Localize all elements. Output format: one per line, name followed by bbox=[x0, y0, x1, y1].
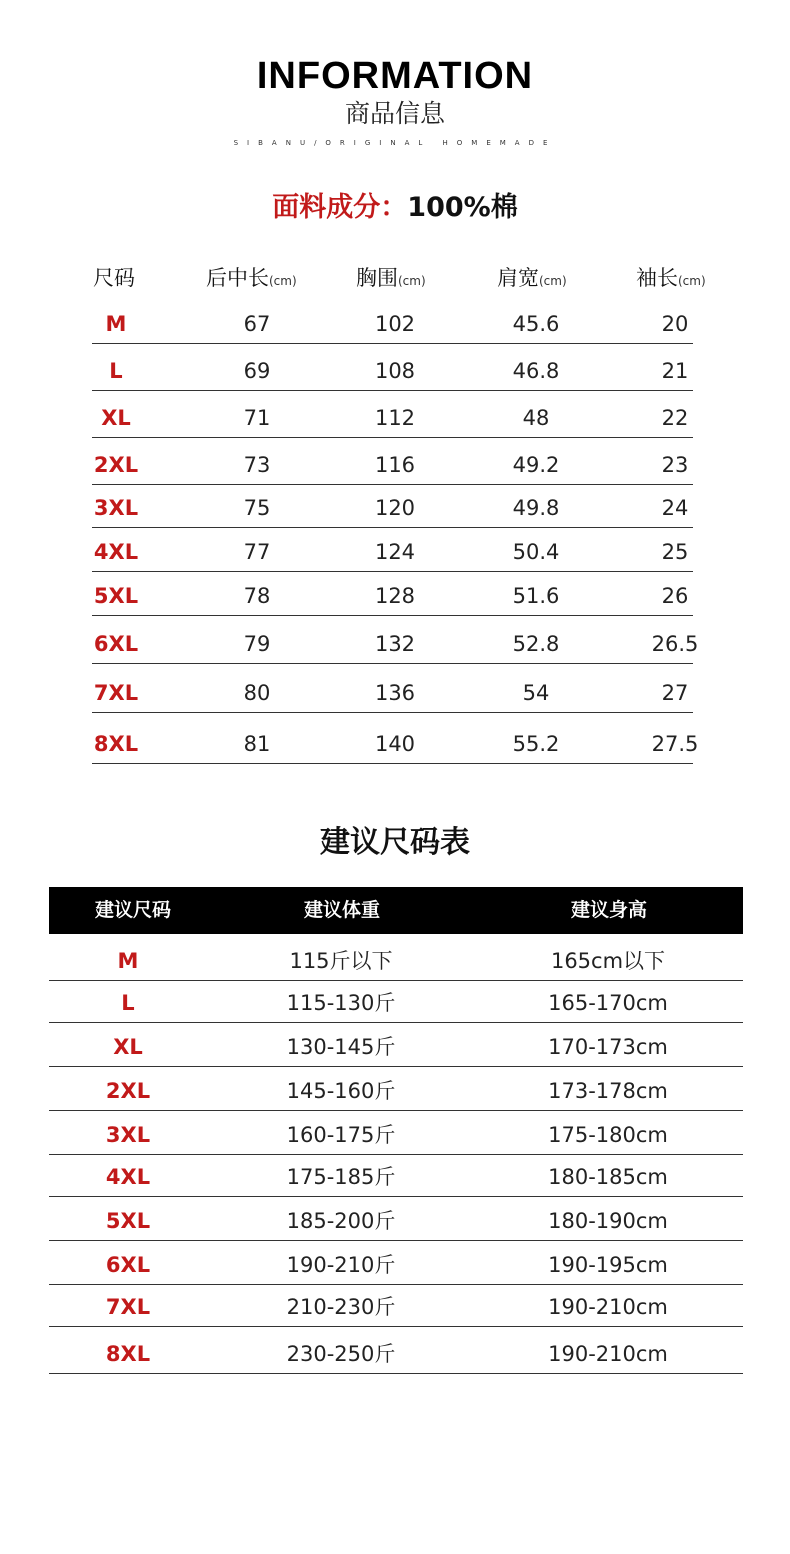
weight-cell: 185-200斤 bbox=[286, 1209, 396, 1233]
table-row bbox=[0, 405, 790, 431]
table-row bbox=[0, 1034, 790, 1060]
fabric-composition bbox=[0, 190, 790, 226]
size-cell: M bbox=[105, 312, 127, 336]
height-cell: 180-185cm bbox=[548, 1165, 668, 1189]
shoulder-cell: 45.6 bbox=[512, 312, 560, 336]
fabric-value: 100%棉 bbox=[407, 192, 518, 223]
size-cell: XL bbox=[101, 406, 131, 430]
chest-cell: 124 bbox=[374, 540, 416, 564]
weight-cell: 175-185斤 bbox=[286, 1165, 396, 1189]
length-cell: 71 bbox=[243, 406, 271, 430]
sleeve-cell: 22 bbox=[661, 406, 689, 430]
length-cell: 73 bbox=[243, 453, 271, 477]
column-header-sleeve: 袖长(cm) bbox=[636, 266, 706, 290]
row-divider bbox=[92, 437, 693, 438]
chest-cell: 112 bbox=[374, 406, 416, 430]
weight-cell: 160-175斤 bbox=[286, 1123, 396, 1147]
row-divider bbox=[92, 663, 693, 664]
height-cell: 165-170cm bbox=[548, 991, 668, 1015]
table-row bbox=[0, 1294, 790, 1320]
sleeve-cell: 27.5 bbox=[651, 732, 699, 756]
table-row bbox=[0, 452, 790, 478]
height-cell: 175-180cm bbox=[548, 1123, 668, 1147]
size-cell: M bbox=[117, 949, 139, 973]
weight-cell: 230-250斤 bbox=[286, 1342, 396, 1366]
row-divider bbox=[92, 484, 693, 485]
sleeve-cell: 26.5 bbox=[651, 632, 699, 656]
shoulder-cell: 48 bbox=[522, 406, 550, 430]
height-cell: 190-210cm bbox=[548, 1342, 668, 1366]
size-cell: 4XL bbox=[105, 1165, 151, 1189]
height-cell: 190-210cm bbox=[548, 1295, 668, 1319]
column-header-weight: 建议体重 bbox=[303, 899, 380, 921]
column-header-chest: 胸围(cm) bbox=[356, 266, 426, 290]
row-divider bbox=[49, 1373, 743, 1374]
brand-tagline: SIBANU/ORIGINAL HOMEMADE bbox=[233, 139, 557, 147]
height-cell: 173-178cm bbox=[548, 1079, 668, 1103]
suggestion-table-header bbox=[49, 887, 743, 934]
shoulder-cell: 55.2 bbox=[512, 732, 560, 756]
size-cell: 8XL bbox=[93, 732, 139, 756]
page-title: INFORMATION bbox=[256, 55, 534, 97]
size-cell: 7XL bbox=[93, 681, 139, 705]
table-row bbox=[0, 1122, 790, 1148]
row-divider bbox=[92, 615, 693, 616]
length-cell: 81 bbox=[243, 732, 271, 756]
size-cell: 3XL bbox=[93, 496, 139, 520]
height-cell: 180-190cm bbox=[548, 1209, 668, 1233]
table-row bbox=[0, 358, 790, 384]
shoulder-cell: 52.8 bbox=[512, 632, 560, 656]
chest-cell: 108 bbox=[374, 359, 416, 383]
row-divider bbox=[92, 527, 693, 528]
table-row bbox=[0, 495, 790, 521]
suggestion-title: 建议尺码表 bbox=[320, 825, 470, 860]
size-cell: 2XL bbox=[105, 1079, 151, 1103]
row-divider bbox=[92, 390, 693, 391]
sleeve-cell: 27 bbox=[661, 681, 689, 705]
length-cell: 78 bbox=[243, 584, 271, 608]
length-cell: 79 bbox=[243, 632, 271, 656]
row-divider bbox=[49, 1284, 743, 1285]
shoulder-cell: 46.8 bbox=[512, 359, 560, 383]
column-header-height: 建议身高 bbox=[570, 899, 647, 921]
size-cell: 5XL bbox=[105, 1209, 151, 1233]
table-row bbox=[0, 680, 790, 706]
row-divider bbox=[49, 1196, 743, 1197]
table-row bbox=[0, 990, 790, 1016]
measurement-table-header bbox=[0, 262, 790, 294]
sleeve-cell: 26 bbox=[661, 584, 689, 608]
table-row bbox=[0, 539, 790, 565]
chest-cell: 140 bbox=[374, 732, 416, 756]
chest-cell: 120 bbox=[374, 496, 416, 520]
table-row bbox=[0, 1341, 790, 1367]
size-cell: 2XL bbox=[93, 453, 139, 477]
length-cell: 77 bbox=[243, 540, 271, 564]
size-cell: L bbox=[109, 359, 123, 383]
shoulder-cell: 49.8 bbox=[512, 496, 560, 520]
chest-cell: 128 bbox=[374, 584, 416, 608]
height-cell: 165cm以下 bbox=[550, 949, 666, 973]
chest-cell: 132 bbox=[374, 632, 416, 656]
sleeve-cell: 21 bbox=[661, 359, 689, 383]
weight-cell: 115-130斤 bbox=[286, 991, 396, 1015]
chest-cell: 116 bbox=[374, 453, 416, 477]
row-divider bbox=[92, 763, 693, 764]
size-cell: 4XL bbox=[93, 540, 139, 564]
weight-cell: 210-230斤 bbox=[286, 1295, 396, 1319]
row-divider bbox=[49, 1066, 743, 1067]
row-divider bbox=[49, 1154, 743, 1155]
sleeve-cell: 25 bbox=[661, 540, 689, 564]
size-cell: 6XL bbox=[105, 1253, 151, 1277]
weight-cell: 145-160斤 bbox=[286, 1079, 396, 1103]
sleeve-cell: 20 bbox=[661, 312, 689, 336]
row-divider bbox=[49, 980, 743, 981]
row-divider bbox=[92, 571, 693, 572]
shoulder-cell: 54 bbox=[522, 681, 550, 705]
row-divider bbox=[92, 712, 693, 713]
size-cell: L bbox=[121, 991, 135, 1015]
sleeve-cell: 24 bbox=[661, 496, 689, 520]
page-subtitle: 商品信息 bbox=[344, 99, 445, 128]
size-cell: XL bbox=[113, 1035, 143, 1059]
row-divider bbox=[49, 1110, 743, 1111]
length-cell: 80 bbox=[243, 681, 271, 705]
fabric-label: 面料成分： bbox=[272, 192, 408, 223]
row-divider bbox=[49, 1240, 743, 1241]
chest-cell: 136 bbox=[374, 681, 416, 705]
table-row bbox=[0, 1164, 790, 1190]
row-divider bbox=[49, 1326, 743, 1327]
size-cell: 3XL bbox=[105, 1123, 151, 1147]
weight-cell: 130-145斤 bbox=[286, 1035, 396, 1059]
shoulder-cell: 51.6 bbox=[512, 584, 560, 608]
weight-cell: 190-210斤 bbox=[286, 1253, 396, 1277]
column-header-length: 后中长(cm) bbox=[206, 266, 297, 290]
shoulder-cell: 49.2 bbox=[512, 453, 560, 477]
shoulder-cell: 50.4 bbox=[512, 540, 560, 564]
table-row bbox=[0, 948, 790, 974]
length-cell: 67 bbox=[243, 312, 271, 336]
sleeve-cell: 23 bbox=[661, 453, 689, 477]
height-cell: 190-195cm bbox=[548, 1253, 668, 1277]
size-cell: 5XL bbox=[93, 584, 139, 608]
table-row bbox=[0, 731, 790, 757]
length-cell: 69 bbox=[243, 359, 271, 383]
row-divider bbox=[92, 343, 693, 344]
table-row bbox=[0, 1208, 790, 1234]
size-cell: 7XL bbox=[105, 1295, 151, 1319]
height-cell: 170-173cm bbox=[548, 1035, 668, 1059]
size-cell: 6XL bbox=[93, 632, 139, 656]
size-cell: 8XL bbox=[105, 1342, 151, 1366]
row-divider bbox=[49, 1022, 743, 1023]
weight-cell: 115斤以下 bbox=[289, 949, 393, 973]
column-header-suggested-size: 建议尺码 bbox=[94, 899, 171, 921]
table-row bbox=[0, 1078, 790, 1104]
column-header-size: 尺码 bbox=[93, 266, 135, 290]
length-cell: 75 bbox=[243, 496, 271, 520]
chest-cell: 102 bbox=[374, 312, 416, 336]
column-header-shoulder: 肩宽(cm) bbox=[497, 266, 567, 290]
table-row bbox=[0, 1252, 790, 1278]
table-row bbox=[0, 631, 790, 657]
table-row bbox=[0, 311, 790, 337]
table-row bbox=[0, 583, 790, 609]
